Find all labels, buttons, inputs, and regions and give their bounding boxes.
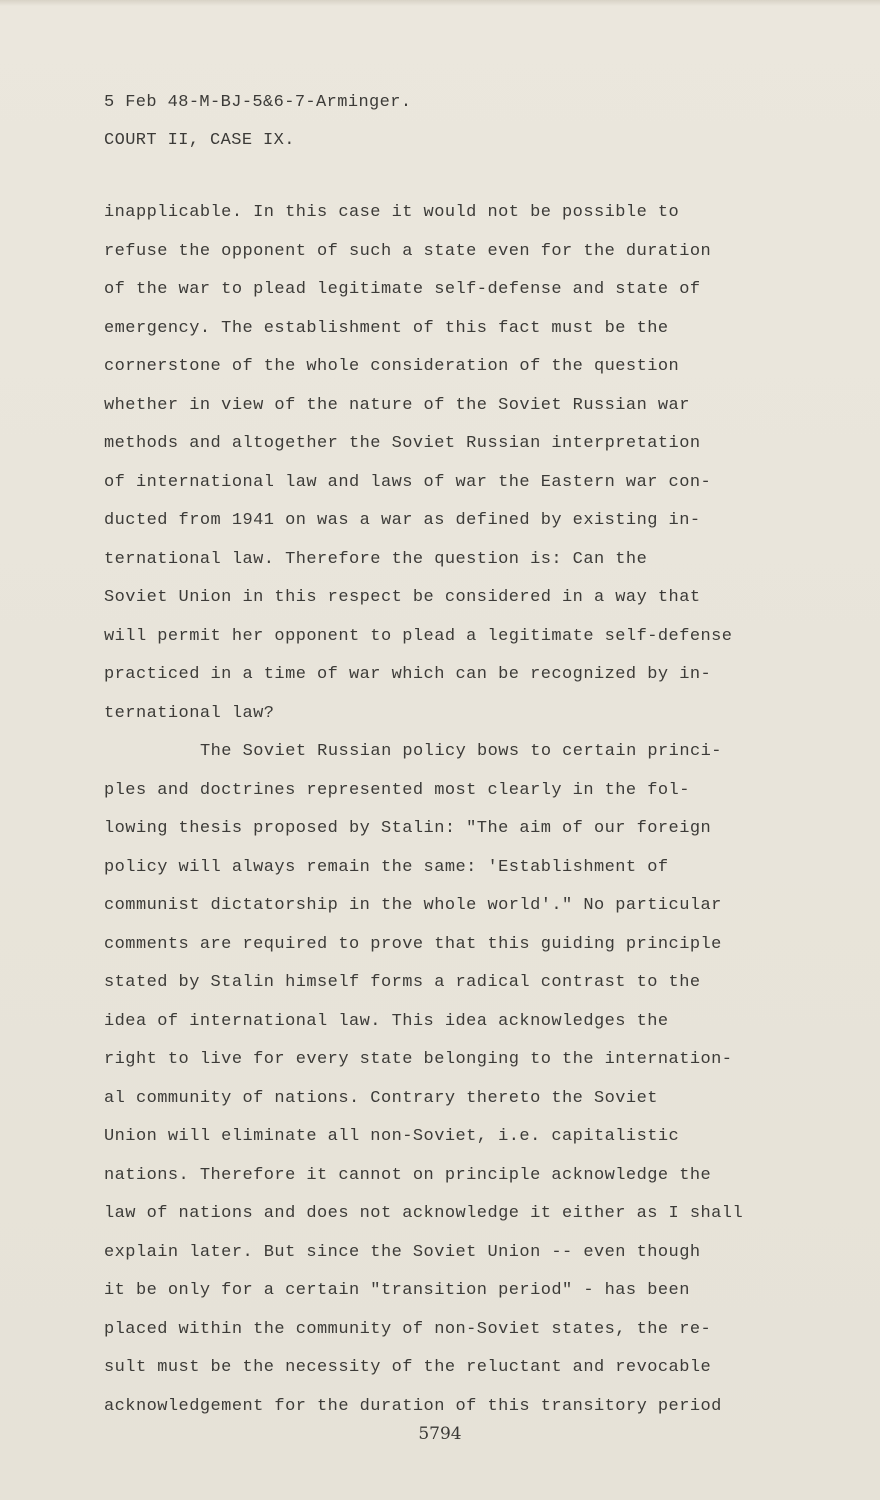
body-line: Union will eliminate all non-Soviet, i.e. capitalistic [104,1127,680,1146]
body-line: comments are required to prove that this guiding principle [104,934,722,954]
body-line: methods and altogether the Soviet Russian interpretation [104,434,701,453]
page-number: 5794 [418,1424,462,1444]
body-line: ducted from 1941 on was a war as defined by existing in- [104,511,701,530]
document-body [104,194,804,1426]
header-reference: 5 Feb 48-M-BJ-5&6-7-Arminger. [104,93,412,112]
body-line: ples and doctrines represented most clearly in the fol- [104,780,690,800]
body-line: sult must be the necessity of the reluctant and revocable [104,1358,712,1377]
body-line: al community of nations. Contrary thereto the Soviet [104,1088,658,1108]
body-line: right to live for every state belonging to the internation- [104,1050,733,1069]
body-line: practiced in a time of war which can be recognized by in- [104,665,712,684]
body-line: of international law and laws of war the Eastern war con- [104,472,712,492]
body-line: Soviet Union in this respect be considered in a way that [104,588,701,607]
document-header [104,84,411,160]
body-line: policy will always remain the same: 'Establishment of [104,857,669,877]
paragraph-start-line: The Soviet Russian policy bows to certain princi- [200,742,722,761]
body-line: explain later. But since the Soviet Union -- even though [104,1242,701,1262]
body-line: of the war to plead legitimate self-defense and state of [104,280,701,299]
body-line: will permit her opponent to plead a legitimate self-defense [104,626,733,646]
body-line: acknowledgement for the duration of this transitory period [104,1396,722,1416]
body-line: nations. Therefore it cannot on principle acknowledge the [104,1165,712,1185]
page-top-edge [0,0,880,6]
body-line: inapplicable. In this case it would not be possible to [104,203,680,222]
body-line: law of nations and does not acknowledge it either as I shall [104,1204,744,1223]
body-line: cornerstone of the whole consideration of the question [104,357,680,376]
body-line: idea of international law. This idea acknowledges the [104,1011,669,1031]
body-line: stated by Stalin himself forms a radical contrast to the [104,973,701,992]
header-court-case: COURT II, CASE IX. [104,131,295,150]
body-line: emergency. The establishment of this fact must be the [104,318,669,338]
body-line: ternational law. Therefore the question is: Can the [104,549,648,569]
body-line: placed within the community of non-Soviet states, the re- [104,1319,712,1339]
body-line: communist dictatorship in the whole world'." No particular [104,896,722,915]
body-line: whether in view of the nature of the Soviet Russian war [104,395,690,415]
body-line: refuse the opponent of such a state even for the duration [104,241,712,261]
body-line: it be only for a certain "transition period" - has been [104,1281,690,1300]
body-line: lowing thesis proposed by Stalin: "The aim of our foreign [104,819,712,838]
body-line: ternational law? [104,703,275,723]
